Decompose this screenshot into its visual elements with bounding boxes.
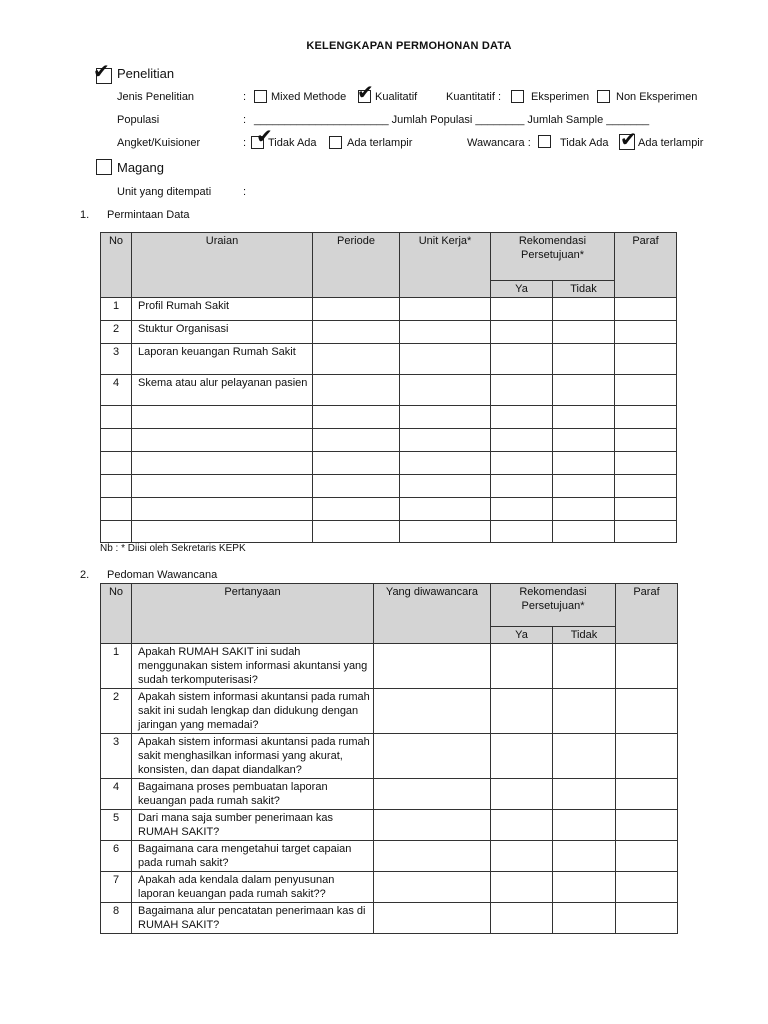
- eksperimen-label: Eksperimen: [531, 91, 590, 103]
- cell-input[interactable]: [491, 810, 553, 841]
- header-ya: Ya: [491, 627, 553, 644]
- header-unit-kerja: Unit Kerja*: [400, 233, 491, 298]
- row-number: 3: [101, 344, 132, 375]
- section1-number: 1.: [80, 209, 90, 221]
- table-row-empty: [101, 475, 677, 498]
- wawancara-ada-label: Ada terlampir: [638, 137, 704, 149]
- table-row: [101, 375, 677, 406]
- magang-checkbox[interactable]: [96, 159, 112, 175]
- cell-input[interactable]: [615, 375, 677, 406]
- header-tidak: Tidak: [553, 281, 615, 298]
- populasi-line: ______________________ Jumlah Populasi ________ Jumlah Sample _______: [254, 114, 650, 126]
- cell-input[interactable]: [374, 810, 491, 841]
- check-icon: ✔: [93, 61, 110, 83]
- section2-heading: Pedoman Wawancana: [107, 569, 218, 581]
- kuantitatif-label: Kuantitatif :: [446, 91, 502, 103]
- table-row: [101, 903, 678, 934]
- table-row-empty: [101, 406, 677, 429]
- permintaan-data-table: [100, 232, 677, 543]
- table-row: [101, 779, 678, 810]
- cell-input[interactable]: [374, 644, 491, 689]
- header-paraf: Paraf: [616, 584, 678, 644]
- cell-input[interactable]: [553, 689, 616, 734]
- cell-input[interactable]: [491, 689, 553, 734]
- row-number: 6: [101, 841, 132, 872]
- header-uraian: Uraian: [132, 233, 313, 298]
- row-number: 4: [101, 375, 132, 406]
- cell-input[interactable]: [374, 689, 491, 734]
- cell-input[interactable]: [616, 779, 678, 810]
- cell-input[interactable]: [553, 644, 616, 689]
- cell-input[interactable]: [553, 903, 616, 934]
- header-pertanyaan: Pertanyaan: [132, 584, 374, 644]
- row-text: Bagaimana proses pembuatan laporan keuangan pada rumah sakit?: [132, 779, 374, 810]
- row-text: Dari mana saja sumber penerimaan kas RUMAH SAKIT?: [132, 810, 374, 841]
- section2-number: 2.: [80, 569, 90, 581]
- wawancara-label: Wawancara :: [467, 137, 531, 149]
- cell-input[interactable]: [553, 810, 616, 841]
- colon: :: [243, 137, 247, 149]
- row-text: Apakah RUMAH SAKIT ini sudah menggunakan sistem informasi akuntansi yang sudah terkomputerisasi?: [132, 644, 374, 689]
- table-row-empty: [101, 429, 677, 452]
- row-text: Bagaimana alur pencatatan penerimaan kas di RUMAH SAKIT?: [132, 903, 374, 934]
- cell-input[interactable]: [313, 321, 400, 344]
- table-row: [101, 810, 678, 841]
- cell-input[interactable]: [616, 841, 678, 872]
- angket-label: Angket/Kuisioner: [117, 137, 201, 149]
- populasi-label: Populasi: [117, 114, 160, 126]
- header-rekomendasi: Rekomendasi Persetujuan*: [491, 233, 615, 281]
- non-eksperimen-checkbox[interactable]: [597, 90, 610, 103]
- header-no: No: [101, 584, 132, 644]
- cell-input[interactable]: [313, 375, 400, 406]
- wawancara-tidak-ada-label: Tidak Ada: [560, 137, 609, 149]
- row-text: Profil Rumah Sakit: [132, 298, 313, 321]
- cell-input[interactable]: [491, 903, 553, 934]
- cell-input[interactable]: [400, 375, 491, 406]
- cell-input[interactable]: [374, 872, 491, 903]
- jenis-label: Jenis Penelitian: [117, 91, 195, 103]
- cell-input[interactable]: [491, 375, 553, 406]
- angket-tidak-ada-label: Tidak Ada: [268, 137, 317, 149]
- row-text: Laporan keuangan Rumah Sakit: [132, 344, 313, 375]
- cell-input[interactable]: [313, 344, 400, 375]
- table-row: [101, 321, 677, 344]
- cell-input[interactable]: [400, 298, 491, 321]
- row-number: 3: [101, 734, 132, 779]
- kualitatif-label: Kualitatif: [375, 91, 418, 103]
- table-row-empty: [101, 521, 677, 543]
- header-periode: Periode: [313, 233, 400, 298]
- cell-input[interactable]: [491, 841, 553, 872]
- row-number: 8: [101, 903, 132, 934]
- cell-input[interactable]: [491, 872, 553, 903]
- magang-label: Magang: [117, 160, 164, 175]
- table-row-empty: [101, 498, 677, 521]
- penelitian-label: Penelitian: [117, 66, 175, 81]
- table-row: [101, 344, 677, 375]
- cell-input[interactable]: [553, 872, 616, 903]
- wawancara-table: [100, 583, 678, 934]
- cell-input[interactable]: [553, 734, 616, 779]
- cell-input[interactable]: [616, 903, 678, 934]
- unit-label: Unit yang ditempati: [117, 186, 212, 198]
- table-row: [101, 298, 677, 321]
- check-icon: ✔: [256, 126, 273, 148]
- row-text: Skema atau alur pelayanan pasien: [132, 375, 313, 406]
- row-number: 7: [101, 872, 132, 903]
- eksperimen-checkbox[interactable]: [511, 90, 524, 103]
- cell-input[interactable]: [553, 321, 615, 344]
- angket-ada-label: Ada terlampir: [347, 137, 413, 149]
- cell-input[interactable]: [374, 779, 491, 810]
- cell-input[interactable]: [615, 321, 677, 344]
- cell-input[interactable]: [374, 841, 491, 872]
- cell-input[interactable]: [553, 298, 615, 321]
- header-tidak: Tidak: [553, 627, 616, 644]
- page-title: KELENGKAPAN PERMOHONAN DATA: [306, 40, 512, 52]
- colon: :: [243, 186, 247, 198]
- angket-ada-checkbox[interactable]: [329, 136, 342, 149]
- wawancara-tidak-ada-checkbox[interactable]: [538, 135, 551, 148]
- row-text: Bagaimana cara mengetahui target capaian pada rumah sakit?: [132, 841, 374, 872]
- cell-input[interactable]: [616, 689, 678, 734]
- row-number: 2: [101, 321, 132, 344]
- table-row: [101, 841, 678, 872]
- row-number: 1: [101, 298, 132, 321]
- section1-heading: Permintaan Data: [107, 209, 190, 221]
- cell-input[interactable]: [374, 734, 491, 779]
- cell-input[interactable]: [553, 841, 616, 872]
- mixed-label: Mixed Methode: [271, 91, 347, 103]
- non-eksperimen-label: Non Eksperimen: [616, 91, 698, 103]
- header-ya: Ya: [491, 281, 553, 298]
- cell-input[interactable]: [616, 872, 678, 903]
- table-row-empty: [101, 452, 677, 475]
- row-number: 4: [101, 779, 132, 810]
- table-row: [101, 644, 678, 689]
- cell-input[interactable]: [374, 903, 491, 934]
- table-row: [101, 734, 678, 779]
- header-yang-diwawancara: Yang diwawancara: [374, 584, 491, 644]
- cell-input[interactable]: [400, 344, 491, 375]
- row-text: Apakah ada kendala dalam penyusunan laporan keuangan pada rumah sakit??: [132, 872, 374, 903]
- row-text: Apakah sistem informasi akuntansi pada rumah sakit ini sudah lengkap dan didukung dengan jaringan yang memadai?: [132, 689, 374, 734]
- row-number: 5: [101, 810, 132, 841]
- row-number: 1: [101, 644, 132, 689]
- cell-input[interactable]: [616, 810, 678, 841]
- cell-input[interactable]: [491, 644, 553, 689]
- cell-input[interactable]: [491, 298, 553, 321]
- cell-input[interactable]: [491, 779, 553, 810]
- colon: :: [243, 114, 247, 126]
- cell-input[interactable]: [615, 298, 677, 321]
- cell-input[interactable]: [491, 734, 553, 779]
- row-text: Apakah sistem informasi akuntansi pada rumah sakit menghasilkan informasi yang akurat, konsisten, dan dapat diandalkan?: [132, 734, 374, 779]
- mixed-checkbox[interactable]: [254, 90, 267, 103]
- cell-input[interactable]: [553, 344, 615, 375]
- cell-input[interactable]: [313, 298, 400, 321]
- cell-input[interactable]: [553, 375, 615, 406]
- footnote: Nb : * Diisi oleh Sekretaris KEPK: [100, 543, 246, 554]
- colon: :: [243, 91, 247, 103]
- header-paraf: Paraf: [615, 233, 677, 298]
- header-rekomendasi: Rekomendasi Persetujuan*: [491, 584, 616, 627]
- row-number: 2: [101, 689, 132, 734]
- cell-input[interactable]: [615, 344, 677, 375]
- cell-input[interactable]: [400, 321, 491, 344]
- header-no: No: [101, 233, 132, 298]
- cell-input[interactable]: [491, 321, 553, 344]
- table-row: [101, 872, 678, 903]
- check-icon: ✔: [620, 129, 637, 151]
- table-row: [101, 689, 678, 734]
- cell-input[interactable]: [616, 734, 678, 779]
- cell-input[interactable]: [491, 344, 553, 375]
- row-text: Stuktur Organisasi: [132, 321, 313, 344]
- cell-input[interactable]: [553, 779, 616, 810]
- cell-input[interactable]: [616, 644, 678, 689]
- check-icon: ✔: [357, 82, 374, 104]
